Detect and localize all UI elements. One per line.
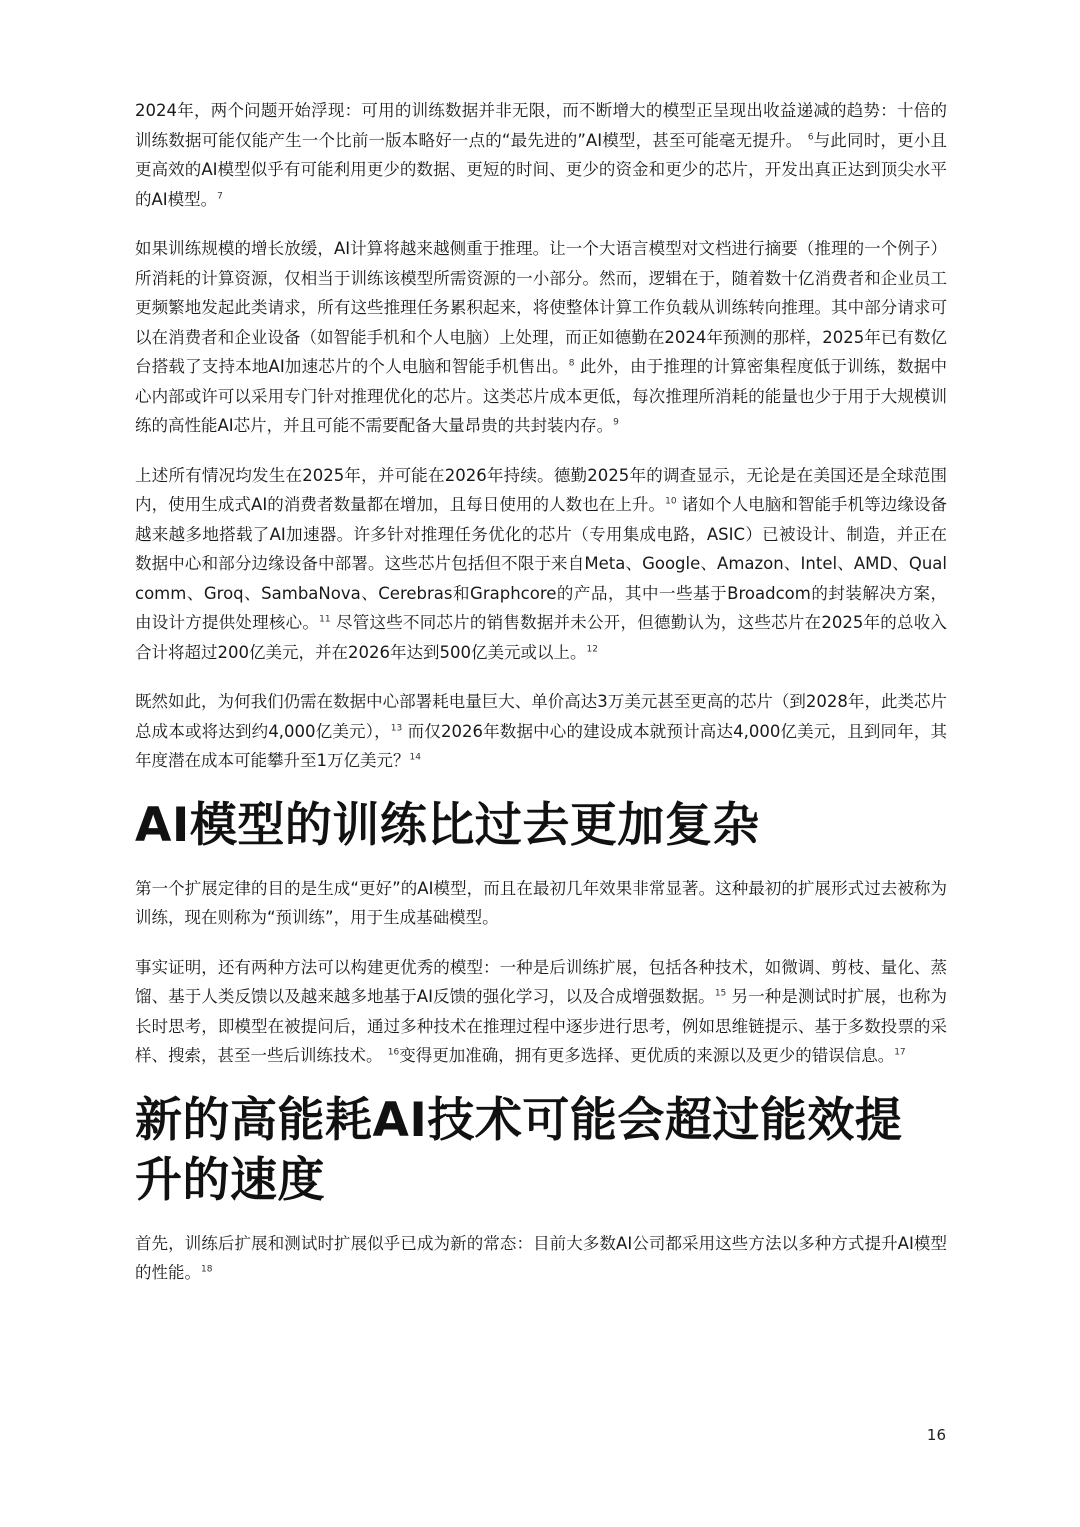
section-paragraphs-2 bbox=[135, 874, 947, 1071]
footnote-reference: 14 bbox=[409, 752, 421, 763]
footnote-reference: 15 bbox=[714, 988, 727, 999]
paragraph-text: 另一种是测试时扩展，也称为长时思考，即模型在被提问后，通过多种技术在推理过程中逐步进行思考，例如思维链提示、基于多数投票的采样、搜索，甚至一些后训练技术。 bbox=[135, 987, 947, 1065]
footnote-reference: 18 bbox=[201, 1264, 213, 1275]
body-paragraph bbox=[135, 953, 947, 1071]
section-paragraphs-1 bbox=[135, 96, 947, 776]
body-paragraph bbox=[135, 96, 947, 214]
footnote-reference: 17 bbox=[894, 1047, 906, 1058]
page-content bbox=[135, 96, 947, 1308]
paragraph-text: 此外，由于推理的计算密集程度低于训练，数据中心内部或许可以采用专门针对推理优化的芯片。这类芯片成本更低，每次推理所消耗的能量也少于用于大规模训练的高性能AI芯片，并且可能不需要配备大量昂贵的共封装内存。 bbox=[135, 357, 948, 435]
section-paragraphs-3 bbox=[135, 1229, 947, 1288]
footnote-reference: 8 bbox=[568, 358, 575, 369]
paragraph-text: 上述所有情况均发生在2025年，并可能在2026年持续。德勤2025年的调查显示，无论是在美国还是全球范围内，使用生成式AI的消费者数量都在增加，且每日使用的人数也在上升。 bbox=[135, 465, 947, 514]
body-paragraph bbox=[135, 1229, 947, 1288]
paragraph-text: 诸如个人电脑和智能手机等边缘设备越来越多地搭载了AI加速器。许多针对推理任务优化的芯片（专用集成电路，ASIC）已被设计、制造，并正在数据中心和部分边缘设备中部署。这些芯片包括但不限于来自Meta、Google、Amazon、Intel、AMD、Qualcomm、Groq、SambaNova、Cerebras和Graphcore的产品，其中一些基于Broadcom的封装解决方案，由设计方提供处理核心。 bbox=[135, 495, 948, 632]
footnote-reference: 10 bbox=[665, 496, 677, 507]
paragraph-text: 首先，训练后扩展和测试时扩展似乎已成为新的常态：目前大多数AI公司都采用这些方法以多种方式提升AI模型的性能。 bbox=[135, 1233, 947, 1282]
footnote-reference: 12 bbox=[586, 644, 598, 654]
paragraph-text: 2024年，两个问题开始浮现：可用的训练数据并非无限，而不断增大的模型正呈现出收益递减的趋势：十倍的训练数据可能仅能产生一个比前一版本略好一点的“最先进的”AI模型，甚至可能毫无提升。 bbox=[135, 101, 947, 150]
footnote-reference: 11 bbox=[319, 614, 331, 625]
paragraph-text: 尽管这些不同芯片的销售数据并未公开，但德勤认为，这些芯片在2025年的总收入合计将超过200亿美元，并在2026年达到500亿美元或以上。 bbox=[135, 613, 947, 662]
paragraph-text: 而仅2026年数据中心的建设成本就预计高达4,000亿美元，且到同年，其年度潜在成本可能攀升至1万亿美元？ bbox=[135, 721, 947, 770]
footnote-reference: 9 bbox=[613, 417, 619, 428]
section-heading-energy: 新的高能耗AI技术可能会超过能效提升的速度 bbox=[135, 1092, 903, 1208]
footnote-reference: 6 bbox=[807, 132, 814, 142]
paragraph-text: 事实证明，还有两种方法可以构建更优秀的模型：一种是后训练扩展，包括各种技术，如微调、剪枝、量化、蒸馏、基于人类反馈以及越来越多地基于AI反馈的强化学习，以及合成增强数据。 bbox=[135, 957, 947, 1006]
paragraph-text: 既然如此，为何我们仍需在数据中心部署耗电量巨大、单价高达3万美元甚至更高的芯片（到2028年，此类芯片总成本或将达到约4,000亿美元）， bbox=[135, 692, 947, 741]
body-paragraph bbox=[135, 461, 947, 668]
paragraph-text: 变得更加准确，拥有更多选择、更优质的来源以及更少的错误信息。 bbox=[399, 1046, 895, 1065]
paragraph-text: 如果训练规模的增长放缓，AI计算将越来越侧重于推理。让一个大语言模型对文档进行摘要（推理的一个例子）所消耗的计算资源，仅相当于训练该模型所需资源的一小部分。然而，逻辑在于，随着数十亿消费者和企业员工更频繁地发起此类请求，所有这些推理任务累积起来，将使整体计算工作负载从训练转向推理。其中部分请求可以在消费者和企业设备（如智能手机和个人电脑）上处理，而正如德勤在2024年预测的那样，2025年已有数亿台搭载了支持本地AI加速芯片的个人电脑和智能手机售出。 bbox=[135, 239, 947, 376]
body-paragraph bbox=[135, 874, 947, 933]
body-paragraph bbox=[135, 234, 947, 441]
section-heading-training: AI模型的训练比过去更加复杂 bbox=[135, 797, 760, 853]
paragraph-text: 第一个扩展定律的目的是生成“更好”的AI模型，而且在最初几年效果非常显著。这种最初的扩展形式过去被称为训练，现在则称为“预训练”，用于生成基础模型。 bbox=[135, 878, 947, 927]
footnote-reference: 13 bbox=[390, 723, 403, 733]
footnote-reference: 7 bbox=[217, 191, 223, 201]
page-number: 16 bbox=[926, 1426, 946, 1444]
paragraph-text: 与此同时，更小且更高效的AI模型似乎有可能利用更少的数据、更短的时间、更少的资金和更少的芯片，开发出真正达到顶尖水平的AI模型。 bbox=[135, 130, 948, 209]
footnote-reference: 16 bbox=[387, 1047, 400, 1058]
body-paragraph bbox=[135, 687, 947, 776]
